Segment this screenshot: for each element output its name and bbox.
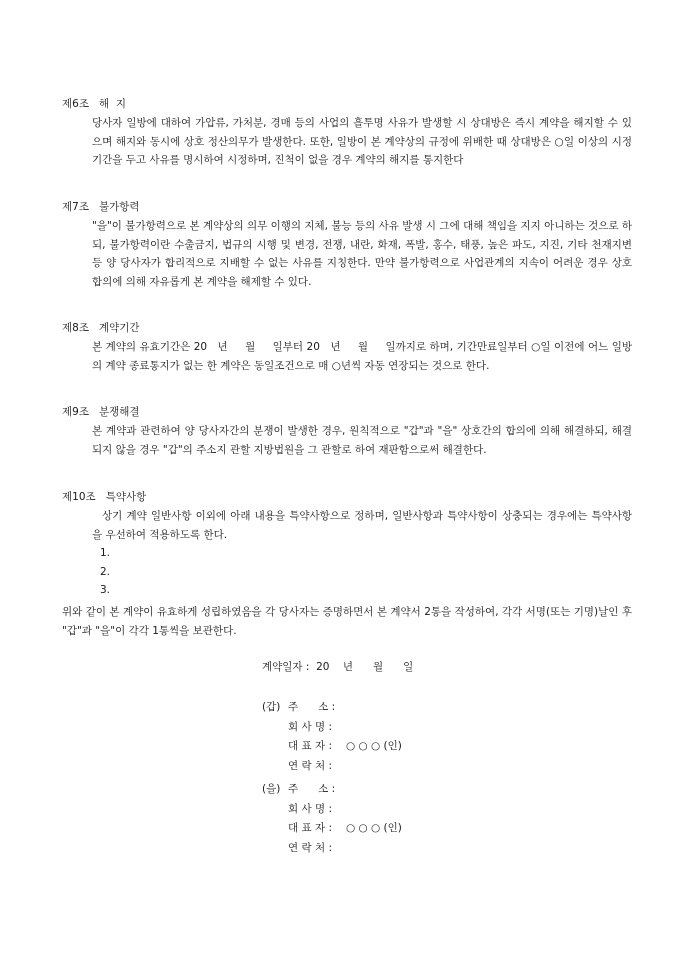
party-b-company-label: 회 사 명 : <box>288 802 332 815</box>
party-a-contact-label: 연 락 처 : <box>288 759 332 772</box>
article-9-number: 제9조 <box>62 406 89 418</box>
party-b-block <box>262 780 402 858</box>
party-a-contact-row <box>262 757 402 777</box>
article-10-title <box>62 488 632 507</box>
article-7-title <box>62 198 632 217</box>
party-a-representative-label: 대 표 자 : <box>288 740 332 752</box>
article-10-body: 상기 계약 일반사항 이외에 아래 내용을 특약사항으로 정하며, 일반사항과 특약사항이 상충되는 경우에는 특약사항을 우선하여 적용하도록 한다. <box>92 510 632 541</box>
party-b-representative-row <box>262 819 402 839</box>
article-8 <box>62 319 632 375</box>
closing-statement: 위와 같이 본 계약이 유효하게 성립하였음을 각 당사자는 증명하면서 본 계약서 2통을 작성하여, 각각 서명(또는 기명)날인 후 "갑"과 "을"이 각각 1통씩을 보관한다. <box>62 606 632 637</box>
article-8-number: 제8조 <box>62 322 89 334</box>
party-b-representative-value: ○ ○ ○ (인) <box>346 822 402 834</box>
party-b-address-row <box>262 780 402 800</box>
party-b-tag: (을) <box>262 783 281 795</box>
party-a-company-row <box>262 718 402 738</box>
article-9-heading: 분쟁해결 <box>99 406 140 418</box>
article-6-title <box>62 95 632 114</box>
article-6-body: 당사자 일방에 대하여 가압류, 가처분, 경매 등의 사업의 흘투명 사유가 발생할 시 상대방은 즉시 계약을 해지할 수 있으며 해지와 동시에 상호 정산의무가 발생한다. 또한, 일방이 본 계약상의 규정에 위배한 때 상대방은 ○일 이상의 시정기간을 두고 사유를 명시하여 시정하며, 진척이 없을 경우 계약의 해지를 통지한다 <box>92 117 632 166</box>
article-6 <box>62 95 632 170</box>
article-7-body: "을"이 불가항력으로 본 계약상의 의무 이행의 지체, 불능 등의 사유 발생 시 그에 대해 책임을 지지 아니하는 것으로 하되, 불가항력이란 수출금지, 법규의 시행 및 변경, 전쟁, 내란, 화재, 폭발, 홍수, 태풍, 높은 파도, 지진, 기타 천재지변 등 양 당사자가 합리적으로 지배할 수 없는 사유를 지칭한다. 만약 불가항력으로 사업관계의 지속이 어려운 경우 상호 합의에 의해 자유롭게 본 계약을 해제할 수 있다. <box>92 220 632 288</box>
party-a-address-label: 주 소 : <box>288 701 336 713</box>
party-a-representative-row <box>262 737 402 757</box>
party-a-address-row <box>262 698 402 718</box>
party-b-company-row <box>262 800 402 820</box>
article-10 <box>62 488 632 600</box>
contract-date: 계약일자 : 20 년 월 일 <box>262 661 414 673</box>
party-b-contact-label: 연 락 처 : <box>288 841 332 854</box>
article-7 <box>62 198 632 291</box>
article-8-title <box>62 319 632 338</box>
article-8-body: 본 계약의 유효기간은 20 년 월 일부터 20 년 월 일까지로 하며, 기간만료일부터 ○일 이전에 어느 일방의 계약 종료통지가 없는 한 계약은 동일조건으로 매 ○년씩 자동 연장되는 것으로 한다. <box>92 341 632 372</box>
article-9 <box>62 403 632 459</box>
article-8-heading: 계약기간 <box>99 322 140 334</box>
article-9-body: 본 계약과 관련하여 양 당사자간의 분쟁이 발생한 경우, 원칙적으로 "갑"과 "을" 상호간의 합의에 의해 해결하되, 해결되지 않을 경우 "갑"의 주소지 관할 지방법원을 그 관할로 하여 재판함으로써 해결한다. <box>92 425 632 456</box>
article-7-heading: 불가항력 <box>99 201 140 213</box>
party-a-block <box>262 698 402 776</box>
party-a-company-label: 회 사 명 : <box>288 720 332 733</box>
special-term-item-2: 2. <box>100 565 111 578</box>
party-b-address-label: 주 소 : <box>288 783 336 795</box>
special-term-item-1: 1. <box>100 547 111 559</box>
party-b-representative-label: 대 표 자 : <box>288 822 332 834</box>
article-6-heading: 해 지 <box>99 98 126 110</box>
article-9-title <box>62 403 632 422</box>
article-10-heading: 특약사항 <box>105 491 147 503</box>
article-7-number: 제7조 <box>62 201 89 213</box>
article-10-number: 제10조 <box>62 491 96 503</box>
party-a-tag: (갑) <box>262 701 281 713</box>
article-6-number: 제6조 <box>62 98 89 110</box>
special-term-item-3: 3. <box>100 584 111 596</box>
party-a-representative-value: ○ ○ ○ (인) <box>346 740 402 752</box>
party-b-contact-row <box>262 839 402 859</box>
